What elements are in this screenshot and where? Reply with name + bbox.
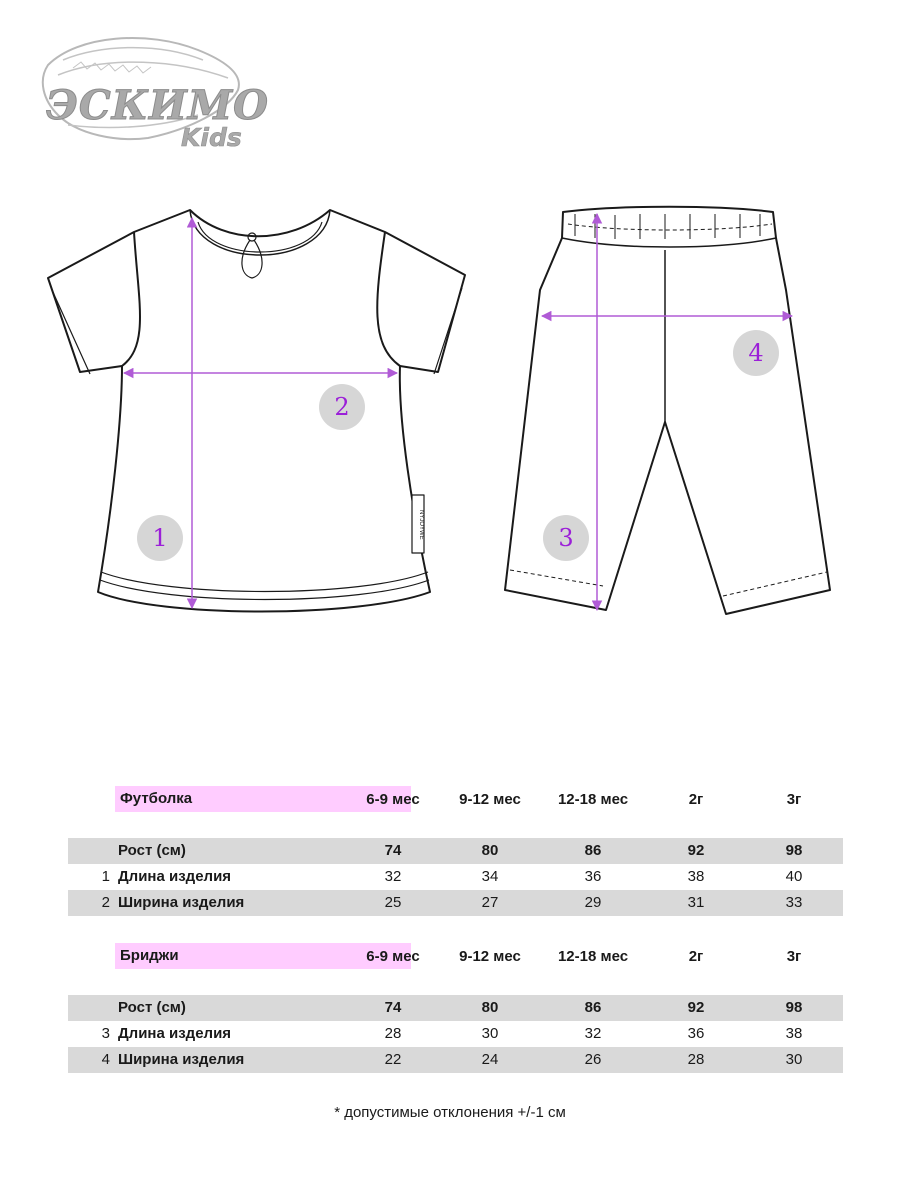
table-cell: 28 [384, 1025, 402, 1042]
tolerance-note: * допустимые отклонения +/-1 см [334, 1104, 566, 1121]
row-number: 4 [101, 1051, 110, 1068]
table-cell: 28 [687, 1051, 705, 1068]
size-header: 9-12 мес [459, 948, 521, 965]
table-cell: 74 [384, 842, 402, 859]
table-cell: 92 [687, 999, 705, 1016]
table-cell: 86 [584, 842, 602, 859]
table-cell: 36 [687, 1025, 705, 1042]
row-label: Ширина изделия [118, 1051, 245, 1068]
table-cell: 38 [785, 1025, 803, 1042]
table-cell: 34 [481, 868, 499, 885]
row-label: Ширина изделия [118, 894, 245, 911]
tshirt-title: Футболка [115, 786, 411, 812]
table-cell: 80 [481, 999, 499, 1016]
table-cell: 27 [481, 894, 499, 911]
size-header: 6-9 мес [366, 791, 420, 808]
row-number: 1 [101, 868, 110, 885]
logo-brand-text: ЭСКИМО [46, 82, 269, 129]
size-header: 6-9 мес [366, 948, 420, 965]
size-header: 12-18 мес [557, 948, 629, 965]
table-cell: 30 [785, 1051, 803, 1068]
badge-1: 1 [137, 515, 183, 561]
table-cell: 26 [584, 1051, 602, 1068]
table-cell: 32 [384, 868, 402, 885]
row-label: Длина изделия [118, 868, 232, 885]
table-cell: 86 [584, 999, 602, 1016]
tshirt-width-row [68, 890, 843, 916]
size-header: 3г [786, 791, 802, 808]
tshirt-length-row [68, 864, 843, 890]
table-cell: 92 [687, 842, 705, 859]
table-cell: 30 [481, 1025, 499, 1042]
table-cell: 80 [481, 842, 499, 859]
tshirt-height-row [68, 838, 843, 864]
table-cell: 98 [785, 999, 803, 1016]
breeches-length-row [68, 1021, 843, 1047]
table-cell: 40 [785, 868, 803, 885]
breeches-title: Бриджи [115, 943, 411, 969]
row-label: Рост (см) [118, 999, 186, 1016]
table-cell: 98 [785, 842, 803, 859]
breeches-width-row [68, 1047, 843, 1073]
row-label: Длина изделия [118, 1025, 232, 1042]
table-cell: 29 [584, 894, 602, 911]
table-cell: 22 [384, 1051, 402, 1068]
size-header: 12-18 мес [557, 791, 629, 808]
table-cell: 33 [785, 894, 803, 911]
size-header: 9-12 мес [459, 791, 521, 808]
size-header: 2г [688, 948, 704, 965]
badge-4: 4 [733, 330, 779, 376]
tshirt-drawing [48, 210, 465, 612]
table-cell: 24 [481, 1051, 499, 1068]
breeches-height-row [68, 995, 843, 1021]
size-header: 2г [688, 791, 704, 808]
table-cell: 74 [384, 999, 402, 1016]
table-cell: 36 [584, 868, 602, 885]
row-label: Рост (см) [118, 842, 186, 859]
logo-sub-text: Kids [181, 123, 242, 152]
table-cell: 31 [687, 894, 705, 911]
table-cell: 25 [384, 894, 402, 911]
badge-2: 2 [319, 384, 365, 430]
garment-tag-label: NYJOYWE [418, 510, 424, 540]
tshirt-table-header [68, 786, 843, 814]
row-number: 3 [101, 1025, 110, 1042]
row-number: 2 [101, 894, 110, 911]
table-cell: 38 [687, 868, 705, 885]
table-cell: 32 [584, 1025, 602, 1042]
size-header: 3г [786, 948, 802, 965]
breeches-table-header [68, 943, 843, 971]
badge-3: 3 [543, 515, 589, 561]
